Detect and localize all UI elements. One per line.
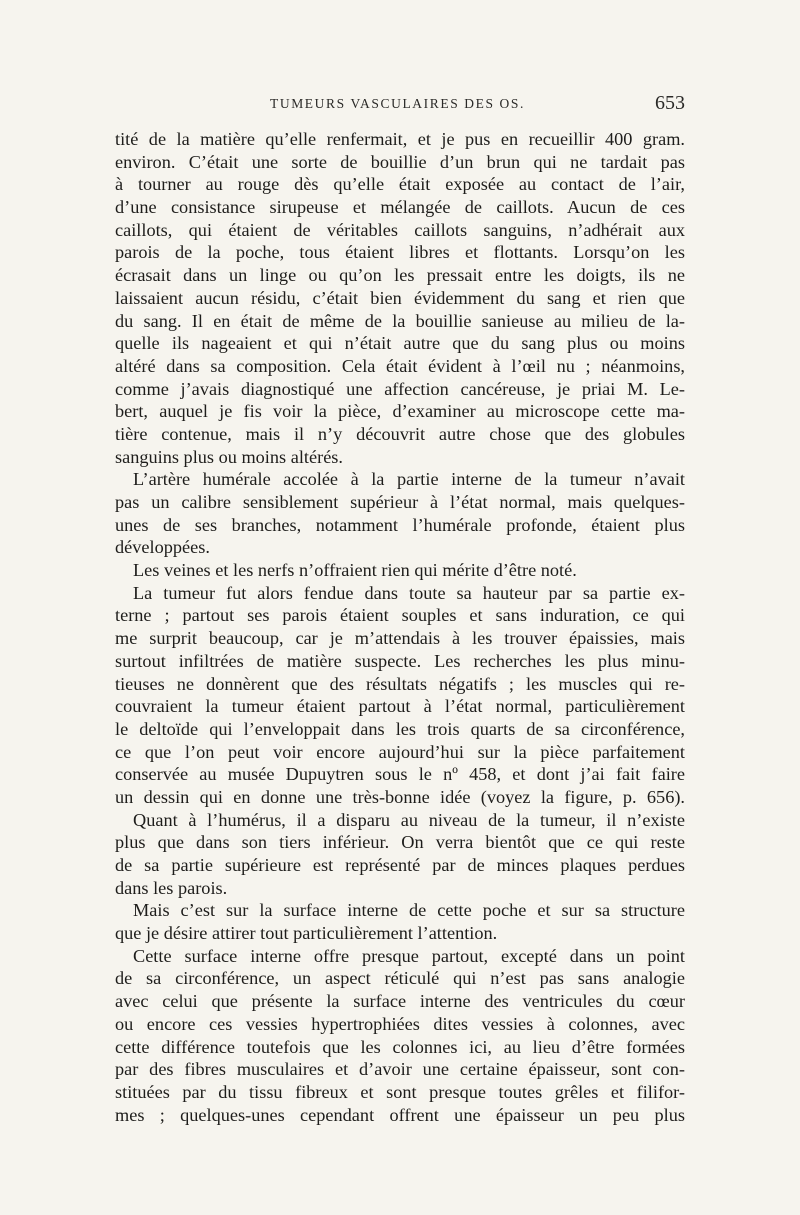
text-line: laissaient aucun résidu, c’était bien évidemment du sang et rien que [115, 287, 685, 308]
text-line: bert, auquel je fis voir la pièce, d’examiner au microscope cette ma- [115, 401, 685, 422]
body-text [115, 128, 685, 1126]
text-line: Cette surface interne offre presque partout, excepté dans un point [133, 945, 685, 966]
text-line: d’une consistance sirupeuse et mélangée de caillots. Aucun de ces [115, 197, 685, 218]
text-line: Mais c’est sur la surface interne de cette poche et sur sa structure [133, 900, 685, 921]
text-line: comme j’avais diagnostiqué une affection cancéreuse, je priai M. Le- [115, 378, 685, 399]
text-line: pas un calibre sensiblement supérieur à l’état normal, mais quelques- [115, 492, 685, 512]
text-line: terne ; partout ses parois étaient souples et sans induration, ce qui [115, 605, 685, 626]
text-line: Quant à l’humérus, il a disparu au niveau de la tumeur, il n’existe [133, 809, 685, 830]
running-head [115, 92, 685, 120]
text-line: avec celui que présente la surface interne des ventricules du cœur [115, 991, 685, 1012]
text-line: plus que dans son tiers inférieur. On verra bientôt que ce qui reste [115, 832, 685, 853]
text-line: conservée au musée Dupuytren sous le nº 458, et dont j’ai fait faire [115, 764, 685, 785]
text-line: tité de la matière qu’elle renfermait, et je pus en recueillir 400 gram. [115, 129, 685, 149]
text-line: surtout infiltrées de matière suspecte. Les recherches les plus minu- [115, 650, 685, 671]
text-line: de sa circonférence, un aspect réticulé qui n’est pas sans analogie [115, 968, 685, 989]
text-line: mes ; quelques-unes cependant offrent une épaisseur un peu plus [115, 1104, 685, 1125]
text-line: que je désire attirer tout particulièrement l’attention. [115, 923, 498, 944]
text-line: parois de la poche, tous étaient libres et flottants. Lorsqu’on les [115, 242, 685, 263]
text-line: ce que l’on peut voir encore aujourd’hui sur la pièce parfaitement [115, 741, 685, 762]
text-line: tière contenue, mais il n’y découvrit autre chose que des globules [115, 423, 685, 444]
text-line: du sang. Il en était de même de la bouillie sanieuse au milieu de la- [115, 310, 685, 331]
text-line: écrasait dans un linge ou qu’on les pressait entre les doigts, ils ne [115, 265, 685, 286]
text-line: un dessin qui en donne une très-bonne idée (voyez la figure, p. 656). [115, 786, 685, 807]
text-line: altéré dans sa composition. Cela était évident à l’œil nu ; néanmoins, [115, 355, 685, 376]
text-line: de sa partie supérieure est représenté par de minces plaques perdues [115, 855, 685, 875]
text-line: caillots, qui étaient de véritables caillots sanguins, n’adhérait aux [115, 219, 685, 240]
text-line: quelle ils nageaient et qui n’était autre que du sang plus ou moins [115, 333, 685, 354]
text-line: L’artère humérale accolée à la partie interne de la tumeur n’avait [133, 469, 685, 490]
text-line: unes de ses branches, notamment l’humérale profonde, étaient plus [115, 514, 685, 535]
text-line: cette différence toutefois que les colonnes ici, au lieu d’être formées [115, 1036, 685, 1057]
running-title: TUMEURS VASCULAIRES DES OS. [270, 96, 525, 111]
text-line: couvraient la tumeur étaient partout à l’état normal, particulièrement [115, 696, 685, 717]
text-line: dans les parois. [115, 877, 228, 898]
text-line: le deltoïde qui l’enveloppait dans les trois quarts de sa circonférence, [115, 718, 685, 739]
text-line: sanguins plus ou moins altérés. [115, 446, 343, 467]
text-line: tieuses ne donnèrent que des résultats négatifs ; les muscles qui re- [115, 673, 685, 694]
text-line: à tourner au rouge dès qu’elle était exposée au contact de l’air, [115, 174, 685, 195]
text-line: Les veines et les nerfs n’offraient rien qui mérite d’être noté. [133, 560, 577, 581]
page-number: 653 [655, 92, 685, 114]
text-line: développées. [115, 537, 210, 558]
text-line: environ. C’était une sorte de bouillie d’un brun qui ne tardait pas [115, 151, 685, 172]
text-line: me surprit beaucoup, car je m’attendais à les trouver épaissies, mais [115, 628, 685, 649]
text-line: La tumeur fut alors fendue dans toute sa hauteur par sa partie ex- [133, 582, 685, 603]
text-line: stituées par du tissu fibreux et sont presque toutes grêles et filifor- [115, 1081, 685, 1102]
text-line: par des fibres musculaires et d’avoir une certaine épaisseur, sont con- [115, 1059, 685, 1080]
text-line: ou encore ces vessies hypertrophiées dites vessies à colonnes, avec [115, 1013, 685, 1034]
